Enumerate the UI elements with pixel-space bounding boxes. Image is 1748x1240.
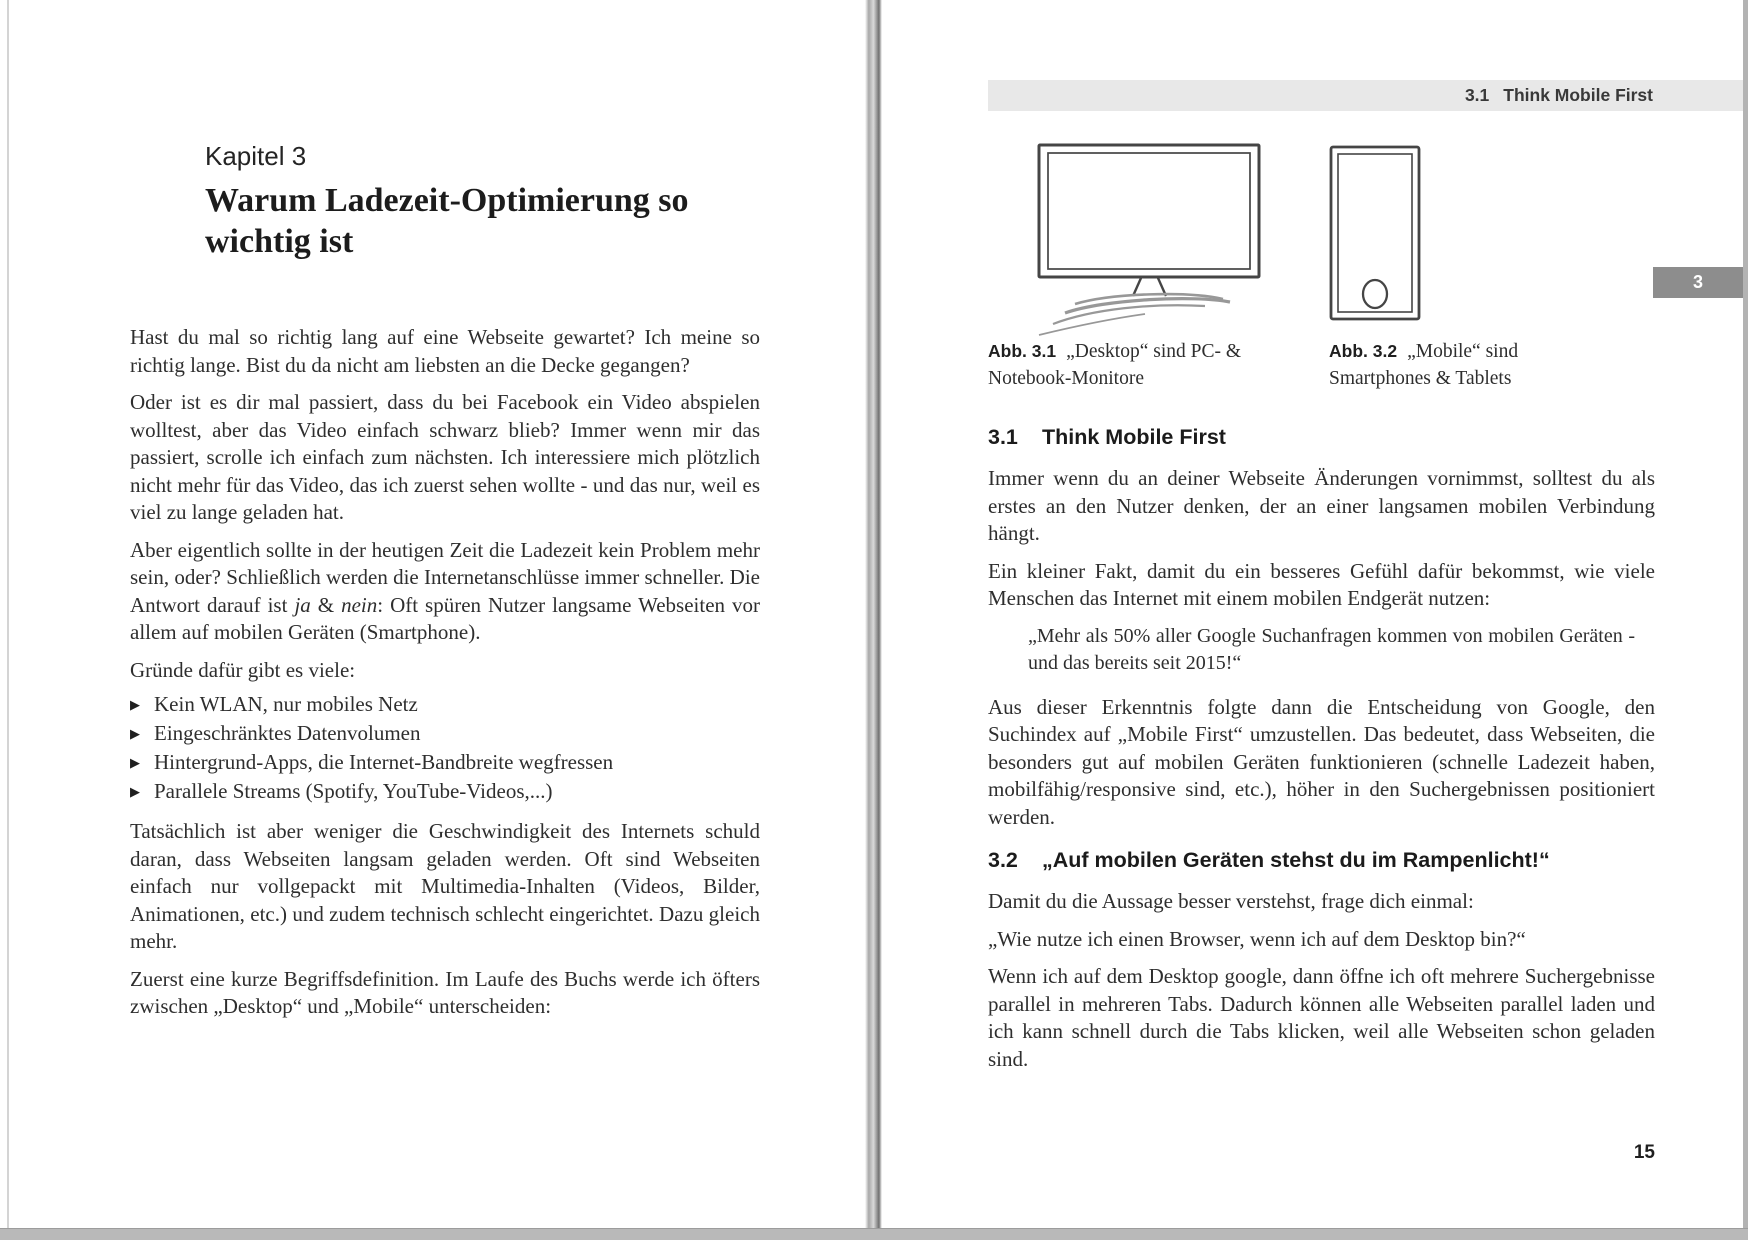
paragraph: Tatsächlich ist aber weniger die Geschwindigkeit des Internets schuld daran, dass Webseiten langsam geladen werden. Oft sind Webseiten einfach nur vollgepackt mit Multimedia-Inhalten (Videos, Bilder, Animationen, etc.) und zudem technisch schlecht eingerichtet. Dazu gleich mehr. <box>130 819 760 953</box>
bullet-marker-icon: ▶ <box>130 756 140 771</box>
right-page <box>880 0 1743 1228</box>
bullet-marker-icon: ▶ <box>130 727 140 742</box>
figure-desktop <box>1037 143 1261 344</box>
figure-caption <box>1329 338 1547 392</box>
section-title: Think Mobile First <box>1042 425 1226 449</box>
paragraph-text: Aber eigentlich sollte in der heutigen Zeit die Ladezeit kein Problem mehr sein, oder? Schließlich werden die Internetanschlüsse immer schneller. Die Antwort darauf ist <box>130 537 760 617</box>
bullet-item-text: Hintergrund-Apps, die Internet-Bandbreite wegfressen <box>154 750 614 774</box>
bullet-item <box>130 748 760 777</box>
left-page <box>130 128 760 1021</box>
chapter-title-line1: Warum Ladezeit-Optimierung so <box>205 182 689 219</box>
caption-text: „Desktop“ sind PC- & Notebook-Monitore <box>988 341 1242 389</box>
bullet-item-text: Parallele Streams (Spotify, YouTube-Videos,...) <box>154 779 553 803</box>
bullet-list <box>130 690 760 806</box>
section-number: 3.1 <box>988 425 1018 449</box>
section-heading <box>988 424 1655 451</box>
bullet-item <box>130 777 760 806</box>
section-number: 3.2 <box>988 848 1018 872</box>
italic-term: nein <box>341 592 378 617</box>
paragraph: Wenn ich auf dem Desktop google, dann öffne ich oft mehrere Suchergebnisse parallel in mehreren Tabs. Dadurch können alle Webseiten parallel laden und ich kann schnell durch die Tabs klicken, weil alle Webseiten schon geladen sind. <box>988 964 1655 1071</box>
paragraph: Gründe dafür gibt es viele: <box>130 657 356 682</box>
paragraph: „Wie nutze ich einen Browser, wenn ich auf dem Desktop bin?“ <box>988 926 1526 951</box>
left-page-edge <box>7 0 9 1228</box>
bullet-item <box>130 690 760 719</box>
running-header-number: 3.1 <box>1464 85 1490 105</box>
paragraph: Oder ist es dir mal passiert, dass du bei Facebook ein Video abspielen wolltest, aber das Video einfach schwarz blieb? Immer wenn mir das passiert, scrolle ich einfach zum nächsten. Ich interessiere mich plötzlich nicht mehr für das Video, das ich zuerst sehen wollte - und das nur, weil es viel zu lange geladen hat. <box>130 390 760 524</box>
quote-paragraph: „Mehr als 50% aller Google Suchanfragen kommen von mobilen Geräten - und das bereits seit 2015!“ <box>1028 624 1635 674</box>
bullet-marker-icon: ▶ <box>130 698 140 713</box>
caption-label: Abb. 3.2 <box>1329 341 1398 361</box>
italic-term: ja <box>294 592 311 617</box>
paragraph: Zuerst eine kurze Begriffsdefinition. Im Laufe des Buchs werde ich öfters zwischen „Desktop“ und „Mobile“ unterscheiden: <box>130 966 760 1018</box>
smartphone-sketch-icon <box>1329 145 1421 321</box>
paragraph-text: : Oft spüren Nutzer langsame Webseiten vor allem auf mobilen Geräten (Smartphone). <box>130 592 760 644</box>
chapter-tab: 3 <box>1653 267 1743 298</box>
section-title: „Auf mobilen Geräten stehst du im Rampenlicht!“ <box>1042 848 1550 872</box>
bullet-item-text: Eingeschränktes Datenvolumen <box>154 721 421 745</box>
paragraph: Aus dieser Erkenntnis folgte dann die Entscheidung von Google, den Suchindex auf „Mobile First“ umzustellen. Das bedeutet, dass Webseiten, die besonders gut auf mobilen Geräten funktionieren (schnelle Ladezeit haben, mobilfähig/responsive sind, etc.), höher in den Suchergebnissen positioniert werden. <box>988 694 1655 829</box>
chapter-title-line2: wichtig ist <box>205 223 354 260</box>
figure-caption <box>988 338 1273 392</box>
chapter-kicker: Kapitel 3 <box>205 141 307 171</box>
chapter-title <box>205 180 760 262</box>
paragraph: Damit du die Aussage besser verstehst, frage dich einmal: <box>988 889 1474 913</box>
page-bottom-edge <box>0 1228 1748 1240</box>
caption-label: Abb. 3.1 <box>988 341 1057 361</box>
running-header <box>988 80 1743 111</box>
caption-text: „Mobile“ sind Smartphones & Tablets <box>1329 341 1519 389</box>
desktop-monitor-sketch-icon <box>1037 143 1261 339</box>
page-number: 15 <box>1633 1142 1655 1163</box>
paragraph: Hast du mal so richtig lang auf eine Webseite gewartet? Ich meine so richtig lange. Bist du da nicht am liebsten an die Decke gegangen? <box>130 325 760 377</box>
section-heading <box>988 847 1655 874</box>
figure-mobile <box>1329 145 1421 326</box>
chapter-heading <box>205 140 760 262</box>
right-page-edge <box>1743 0 1748 1240</box>
paragraph: Ein kleiner Fakt, damit du ein besseres Gefühl dafür bekommst, wie viele Menschen das Internet mit einem mobilen Endgerät nutzen: <box>988 558 1655 610</box>
bullet-item-text: Kein WLAN, nur mobiles Netz <box>154 692 418 716</box>
running-header-title: Think Mobile First <box>1503 85 1653 105</box>
paragraph <box>130 537 760 647</box>
right-page-text-column <box>988 424 1655 1073</box>
bullet-marker-icon: ▶ <box>130 785 140 800</box>
paragraph-text: & <box>310 592 342 617</box>
paragraph: Immer wenn du an deiner Webseite Änderungen vornimmst, solltest du als erstes an den Nutzer denken, der an einer langsamen mobilen Verbindung hängt. <box>988 466 1655 545</box>
bullet-item <box>130 719 760 748</box>
